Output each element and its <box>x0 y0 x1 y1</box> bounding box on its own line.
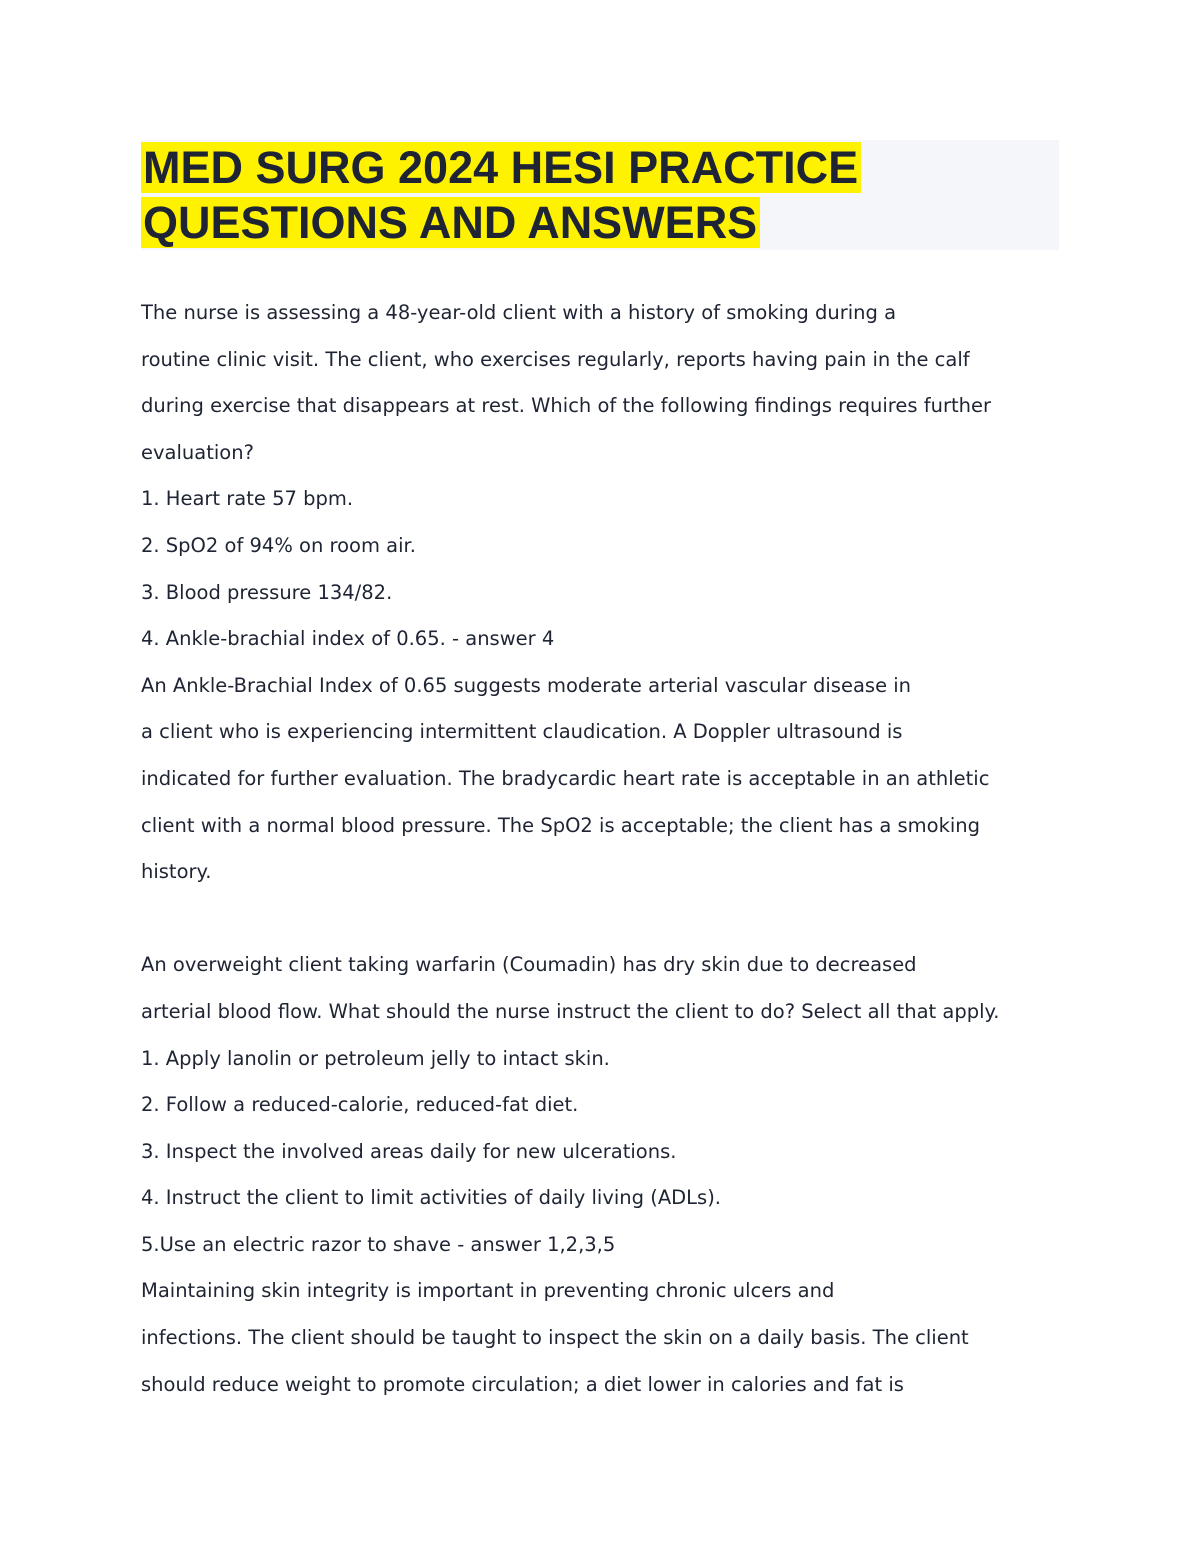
question-1-rationale-line: a client who is experiencing intermittent claudication. A Doppler ultrasound is <box>141 720 903 744</box>
question-1-rationale-line: history. <box>141 860 212 884</box>
question-1-option: 3. Blood pressure 134/82. <box>141 580 393 604</box>
question-2-stem-line: An overweight client taking warfarin (Coumadin) has dry skin due to decreased <box>141 953 917 977</box>
question-2-rationale-line: infections. The client should be taught to inspect the skin on a daily basis. The client <box>141 1326 969 1350</box>
question-1-option: 4. Ankle-brachial index of 0.65. - answer 4 <box>141 627 555 651</box>
question-1-option: 2. SpO2 of 94% on room air. <box>141 533 416 557</box>
title-highlight: QUESTIONS AND ANSWERS <box>141 197 760 248</box>
question-1-stem-line: evaluation? <box>141 440 254 464</box>
title-block <box>141 140 1059 250</box>
question-2-stem-line: arterial blood flow. What should the nurse instruct the client to do? Select all that apply. <box>141 999 1000 1023</box>
question-2-option: 2. Follow a reduced-calorie, reduced-fat diet. <box>141 1093 579 1117</box>
title-line-2 <box>141 196 760 250</box>
question-1-rationale-line: indicated for further evaluation. The bradycardic heart rate is acceptable in an athletic <box>141 766 990 790</box>
title-highlight: MED SURG 2024 HESI PRACTICE <box>141 142 861 193</box>
question-1-stem-line: routine clinic visit. The client, who exercises regularly, reports having pain in the calf <box>141 347 970 371</box>
question-2-rationale-line: Maintaining skin integrity is important in preventing chronic ulcers and <box>141 1279 835 1303</box>
question-2-option: 1. Apply lanolin or petroleum jelly to intact skin. <box>141 1046 610 1070</box>
question-1-stem-line: The nurse is assessing a 48-year-old client with a history of smoking during a <box>141 301 897 324</box>
question-1-rationale-line: client with a normal blood pressure. The SpO2 is acceptable; the client has a smoking <box>141 813 981 837</box>
question-2-option: 3. Inspect the involved areas daily for new ulcerations. <box>141 1139 677 1163</box>
question-2-option: 4. Instruct the client to limit activities of daily living (ADLs). <box>141 1186 722 1210</box>
title-line-1 <box>141 141 861 195</box>
question-2-rationale-line: should reduce weight to promote circulation; a diet lower in calories and fat is <box>141 1372 904 1396</box>
paragraph-spacer <box>141 896 1041 943</box>
document-body <box>141 290 1041 1408</box>
question-2-option: 5.Use an electric razor to shave - answer 1,2,3,5 <box>141 1232 616 1256</box>
question-1-rationale-line: An Ankle-Brachial Index of 0.65 suggests moderate arterial vascular disease in <box>141 673 912 697</box>
question-1-option: 1. Heart rate 57 bpm. <box>141 487 354 511</box>
question-1-stem-line: during exercise that disappears at rest. Which of the following findings requires further <box>141 394 992 418</box>
